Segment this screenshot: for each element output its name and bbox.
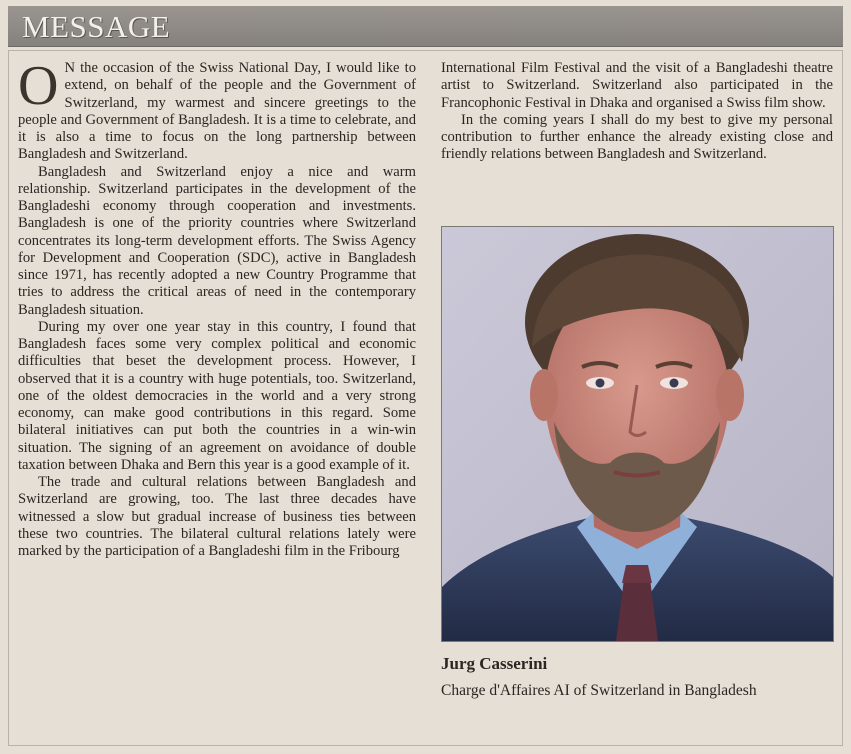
paragraph-6: In the coming years I shall do my best to give my personal contribution to further enhance the already existing close and friendly relations between Bangladesh and Switzerland.	[441, 111, 833, 163]
paragraph-2: Bangladesh and Switzerland enjoy a nice and warm relationship. Switzerland participates in the development of the Bangladeshi economy through cooperation and investments. Bangladesh is one of the priority countries where Switzerland concentrates its long-term development efforts. The Swiss Agency for Development and Cooperation (SDC), active in Bangladesh since 1971, has recently adopted a new Country Programme that tries to address the critical areas of need in the contemporary Bangladesh situation.	[18, 163, 416, 318]
portrait-illustration	[442, 227, 833, 641]
paragraph-1-text: N the occasion of the Swiss National Day, I would like to extend, on behalf of the people and the Government of Switzerland, my warmest and sincere greetings to the people and Government of Bangladesh. It is a time to celebrate, and it is also a time to focus on the long partnership between Bangladesh and Switzerland.	[18, 60, 416, 163]
caption-name: Jurg Casserini	[441, 654, 548, 673]
paragraph-4: The trade and cultural relations between Bangladesh and Switzerland are growing, too. The last three decades have witnessed a slow but gradual increase of business ties between these two countries. The bilateral cultural relations lately were marked by the participation of a Bangladeshi film in the Fribourg	[18, 474, 416, 559]
drop-cap: O	[18, 55, 59, 117]
portrait-photo	[441, 226, 834, 642]
paragraph-1	[18, 55, 416, 164]
article-left-column	[18, 55, 416, 560]
article-right-column	[441, 60, 833, 164]
section-header	[8, 6, 843, 47]
paragraph-5: International Film Festival and the visit of a Bangladeshi theatre artist to Switzerland. Switzerland also participated in the Francophonic Festival in Dhaka and organised a Swiss film show.	[441, 60, 833, 111]
paragraph-3: During my over one year stay in this country, I found that Bangladesh faces some very complex political and economic difficulties that beset the development process. However, I observed that it is a country with huge potentials, too. Switzerland, one of the oldest democracies in the world and a very strong economy, can make good contributions in this regard. Some bilateral initiatives can put both the countries in a win-win situation. The signing of an agreement on avoidance of double taxation between Dhaka and Bern this year is a good example of it.	[18, 318, 416, 473]
caption-title: Charge d'Affaires AI of Switzerland in Bangladesh	[441, 682, 757, 699]
section-title: MESSAGE	[22, 9, 171, 44]
